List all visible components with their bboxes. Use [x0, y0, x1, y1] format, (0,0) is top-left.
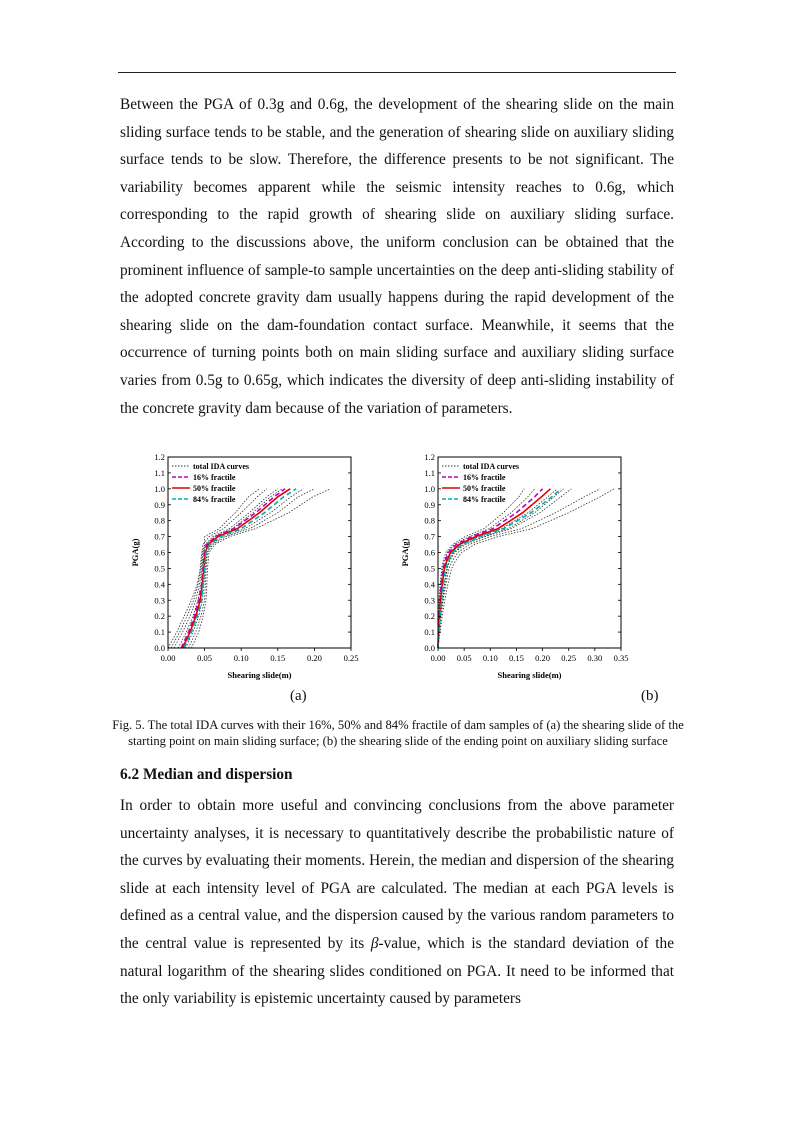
figure-caption: Fig. 5. The total IDA curves with their 16%, 50% and 84% fractile of dam samples of (a) the shearing slide of the starting point on main sliding surface; (b) the shearing slide of the ending point on auxiliary sliding surface	[112, 718, 684, 748]
x-tick-label: 0.25	[343, 653, 359, 663]
y-tick-label: 0.5	[154, 563, 165, 574]
fractile-line-0	[181, 489, 285, 648]
x-tick-label: 0.10	[233, 653, 249, 663]
y-tick-label: 1.1	[424, 467, 435, 478]
y-tick-label: 0.7	[424, 531, 435, 542]
ida-curve-3	[438, 489, 571, 648]
y-tick-label: 0.9	[424, 499, 435, 510]
ida-curve-6	[438, 489, 564, 648]
ida-curve-5	[191, 489, 330, 648]
x-tick-label: 0.00	[160, 653, 176, 663]
ida-curve-0	[168, 489, 267, 648]
section-heading: 6.2 Median and dispersion	[120, 766, 293, 783]
y-tick-label: 0.4	[154, 579, 165, 590]
y-tick-label: 0.6	[424, 547, 435, 558]
y-tick-label: 1.0	[154, 483, 165, 494]
legend-label: 16% fractile	[463, 473, 506, 482]
y-tick-label: 1.2	[424, 452, 435, 462]
fractile-line-0	[438, 489, 543, 648]
y-tick-label: 0.8	[424, 515, 435, 526]
x-tick-label: 0.10	[482, 653, 498, 663]
x-tick-label: 0.20	[306, 653, 322, 663]
y-tick-label: 0.4	[424, 579, 435, 590]
y-tick-label: 0.0	[424, 643, 435, 653]
x-tick-label: 0.00	[430, 653, 446, 663]
legend-label: 16% fractile	[193, 473, 236, 482]
x-tick-label: 0.20	[535, 653, 551, 663]
paragraph-2-part-2: -value, which is the standard deviation of the natural logarithm of the shearing slides conditioned on PGA. It need to be informed that the only variability is epistemic uncertainty caused by parameters	[120, 934, 674, 1008]
subfigure-label-b: (b)	[641, 688, 659, 704]
x-tick-label: 0.15	[270, 653, 286, 663]
x-tick-label: 0.30	[587, 653, 603, 663]
ida-curve-6	[171, 489, 260, 648]
y-axis-label: PGA(g)	[130, 538, 140, 567]
x-tick-label: 0.05	[197, 653, 213, 663]
y-tick-label: 0.6	[154, 547, 165, 558]
x-tick-label: 0.05	[456, 653, 472, 663]
x-tick-label: 0.25	[561, 653, 577, 663]
legend-label: total IDA curves	[463, 462, 519, 471]
y-tick-label: 1.1	[154, 467, 165, 478]
fractile-line-1	[183, 489, 291, 648]
x-axis-label: Shearing slide(m)	[227, 670, 292, 680]
ida-chart-a	[128, 452, 373, 687]
y-tick-label: 0.5	[424, 563, 435, 574]
legend-label: 50% fractile	[193, 484, 236, 493]
y-tick-label: 0.1	[424, 627, 435, 638]
body-paragraph-2	[120, 792, 674, 1013]
y-tick-label: 0.0	[154, 643, 165, 653]
y-tick-label: 0.3	[154, 595, 165, 606]
beta-symbol: β	[370, 934, 379, 952]
ida-curve-1	[174, 489, 278, 648]
fractile-line-2	[438, 489, 561, 648]
figure-panel-b	[398, 452, 643, 687]
y-axis-label: PGA(g)	[400, 538, 410, 567]
y-tick-label: 1.2	[154, 452, 165, 462]
ida-curve-4	[438, 489, 600, 648]
y-tick-label: 0.7	[154, 531, 165, 542]
x-tick-label: 0.35	[613, 653, 629, 663]
fractile-line-2	[184, 489, 296, 648]
fractile-line-1	[438, 489, 550, 648]
legend-label: 84% fractile	[193, 495, 236, 504]
legend-label: 84% fractile	[463, 495, 506, 504]
ida-curve-1	[438, 489, 535, 648]
legend-label: total IDA curves	[193, 462, 249, 471]
header-rule	[118, 72, 676, 73]
y-tick-label: 0.8	[154, 515, 165, 526]
x-axis-label: Shearing slide(m)	[497, 670, 562, 680]
figure-panel-a	[128, 452, 373, 687]
ida-chart-b	[398, 452, 643, 687]
y-tick-label: 0.1	[154, 627, 165, 638]
paragraph-2-part-1: In order to obtain more useful and convincing conclusions from the above parameter uncertainty analyses, it is necessary to quantitatively describe the probabilistic nature of the curves by evaluating their moments. Herein, the median and dispersion of the shearing slide at each intensity level of PGA are calculated. The median at each PGA levels is defined as a central value, and the dispersion caused by the various random parameters to the central value is represented by its	[120, 797, 674, 952]
body-paragraph-1: Between the PGA of 0.3g and 0.6g, the development of the shearing slide on the main sliding surface tends to be stable, and the generation of shearing slide on auxiliary sliding surface tends to be slow. Therefore, the difference presents to be not significant. The variability becomes apparent while the seismic intensity reaches to 0.6g, which corresponding to the rapid growth of shearing slide on auxiliary sliding surface. According to the discussions above, the uniform conclusion can be obtained that the prominent influence of sample-to sample uncertainties on the deep anti-sliding stability of the adopted concrete gravity dam usually happens during the rapid development of the shearing slide on the dam-foundation contact surface. Meanwhile, it seems that the occurrence of turning points both on main sliding surface and auxiliary sliding surface varies from 0.5g to 0.65g, which indicates the diversity of deep anti-sliding instability of the concrete gravity dam because of the variation of parameters.	[120, 96, 674, 417]
ida-curve-0	[438, 489, 524, 648]
legend-label: 50% fractile	[463, 484, 506, 493]
y-tick-label: 0.2	[154, 611, 165, 622]
y-tick-label: 1.0	[424, 483, 435, 494]
subfigure-label-a: (a)	[290, 688, 307, 704]
ida-curve-5	[438, 489, 614, 648]
y-tick-label: 0.3	[424, 595, 435, 606]
y-tick-label: 0.9	[154, 499, 165, 510]
y-tick-label: 0.2	[424, 611, 435, 622]
x-tick-label: 0.15	[508, 653, 524, 663]
